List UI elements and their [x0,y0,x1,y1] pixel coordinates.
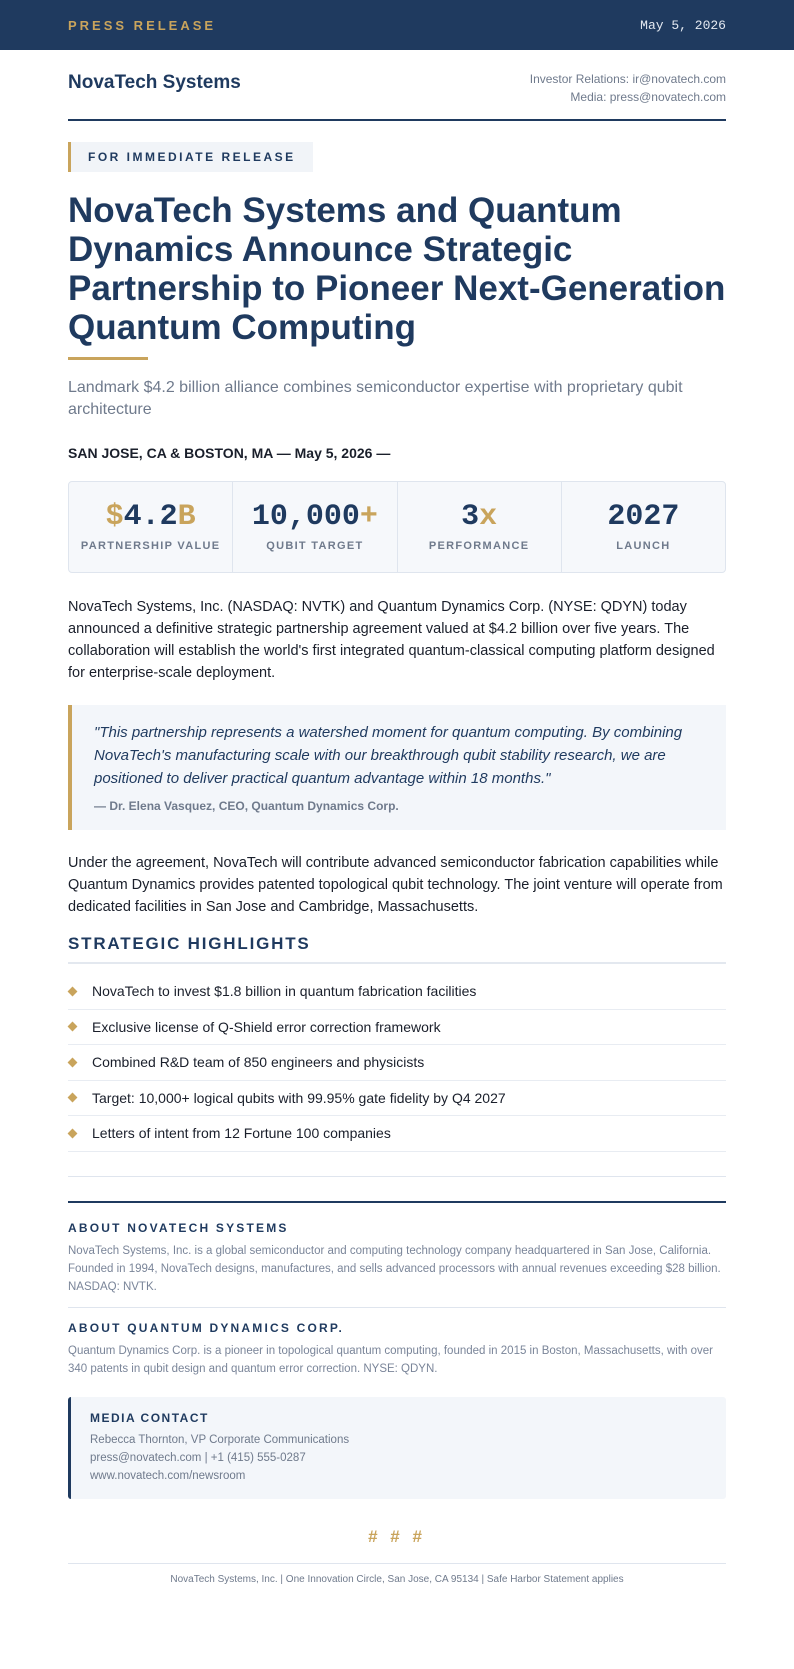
stat-performance [398,482,562,572]
stat-caption: QUBIT TARGET [266,540,364,552]
about-divider [68,1307,726,1308]
subheadline: Landmark $4.2 billion alliance combines semiconductor expertise with proprietary qubit architecture [68,379,683,418]
stat-value: $4.2B [105,500,196,534]
stat-caption: PERFORMANCE [428,540,530,552]
press-release-label: PRESS RELEASE [68,17,217,33]
stat-caption: PARTNERSHIP VALUE [80,540,221,552]
quote-attribution: — Dr. Elena Vasquez, CEO, Quantum Dynamics Corp. [94,799,399,813]
investor-relations-contact[interactable]: Investor Relations: ir@novatech.com [529,72,726,86]
list-item: Combined R&D team of 850 engineers and physicists [68,1045,726,1081]
dateline: SAN JOSE, CA & BOSTON, MA — May 5, 2026 — [68,445,391,461]
ceo-quote [68,705,726,830]
masthead-contacts [530,70,726,119]
boilerplate-divider [68,1201,726,1203]
end-of-release-mark: # # # [368,1526,426,1546]
headline: NovaTech Systems and Quantum Dynamics Announce Strategic Partnership to Pioneer Next-Generation Quantum Computing [68,191,726,347]
stat-partnership-value [69,482,233,572]
about-novatech-heading: ABOUT NOVATECH SYSTEMS [68,1220,289,1235]
stat-caption: LAUNCH [616,540,671,552]
media-contact-box [68,1397,726,1499]
headline-accent-rule [68,357,148,360]
footer-divider [68,1563,726,1564]
highlights-list [68,974,726,1152]
top-banner [0,0,794,50]
stat-value: 3x [461,500,498,534]
diamond-bullet-icon [68,986,78,996]
company-name: NovaTech Systems [68,72,241,93]
quote-text: "This partnership represents a watershed moment for quantum computing. By combining NovaTech's manufacturing scale with our breakthrough qubit stability research, we are positioned to deliver practical quantum advantage within 18 months." [94,724,683,787]
contact-name: Rebecca Thornton, VP Corporate Communications [90,1433,350,1446]
about-novatech-text: NovaTech Systems, Inc. is a global semiconductor and computing technology company headquartered in San Jose, California. Founded in 1994, NovaTech designs, manufactures, and sells advanced processors with annual revenues exceeding $28 billion. NASDAQ: NVTK. [68,1244,721,1293]
immediate-release-badge: FOR IMMEDIATE RELEASE [68,142,313,172]
media-email-contact[interactable]: Media: press@novatech.com [570,90,726,104]
key-stats-panel [68,481,726,573]
release-date: May 5, 2026 [640,17,726,33]
body-paragraph-1: NovaTech Systems, Inc. (NASDAQ: NVTK) and Quantum Dynamics Corp. (NYSE: QDYN) today announced a definitive strategic partnership agreement valued at $4.2 billion over five years. The collaboration will establish the world's first integrated quantum-classical computing platform designed for enterprise-scale deployment. [68,599,715,681]
masthead [68,50,726,119]
stat-value: 2027 [607,500,680,534]
stat-launch [562,482,725,572]
section-divider [68,1176,726,1177]
diamond-bullet-icon [68,1128,78,1138]
list-item: Exclusive license of Q-Shield error correction framework [68,1010,726,1046]
highlights-heading: STRATEGIC HIGHLIGHTS [68,934,726,964]
list-item: Letters of intent from 12 Fortune 100 companies [68,1116,726,1152]
diamond-bullet-icon [68,1022,78,1032]
masthead-divider [68,119,726,121]
list-item: Target: 10,000+ logical qubits with 99.95% gate fidelity by Q4 2027 [68,1081,726,1117]
diamond-bullet-icon [68,1057,78,1067]
about-quantum-text: Quantum Dynamics Corp. is a pioneer in topological quantum computing, founded in 2015 in Boston, Massachusetts, with over 340 patents in qubit design and quantum error correction. NYSE: QDYN. [68,1344,713,1375]
list-item: NovaTech to invest $1.8 billion in quantum fabrication facilities [68,974,726,1010]
media-contact-heading: MEDIA CONTACT [90,1410,209,1425]
footer-text: NovaTech Systems, Inc. | One Innovation Circle, San Jose, CA 95134 | Safe Harbor Statement applies [170,1573,624,1585]
stat-qubit-target [233,482,397,572]
contact-email-phone[interactable]: press@novatech.com | +1 (415) 555-0287 [90,1451,306,1464]
newsroom-link[interactable]: www.novatech.com/newsroom [90,1469,246,1482]
diamond-bullet-icon [68,1093,78,1103]
about-quantum-heading: ABOUT QUANTUM DYNAMICS CORP. [68,1320,345,1335]
release-content [0,50,794,1585]
stat-value: 10,000+ [251,500,378,534]
body-paragraph-2: Under the agreement, NovaTech will contribute advanced semiconductor fabrication capabilities while Quantum Dynamics provides patented topological qubit technology. The joint venture will operate from dedicated facilities in San Jose and Cambridge, Massachusetts. [68,855,723,915]
